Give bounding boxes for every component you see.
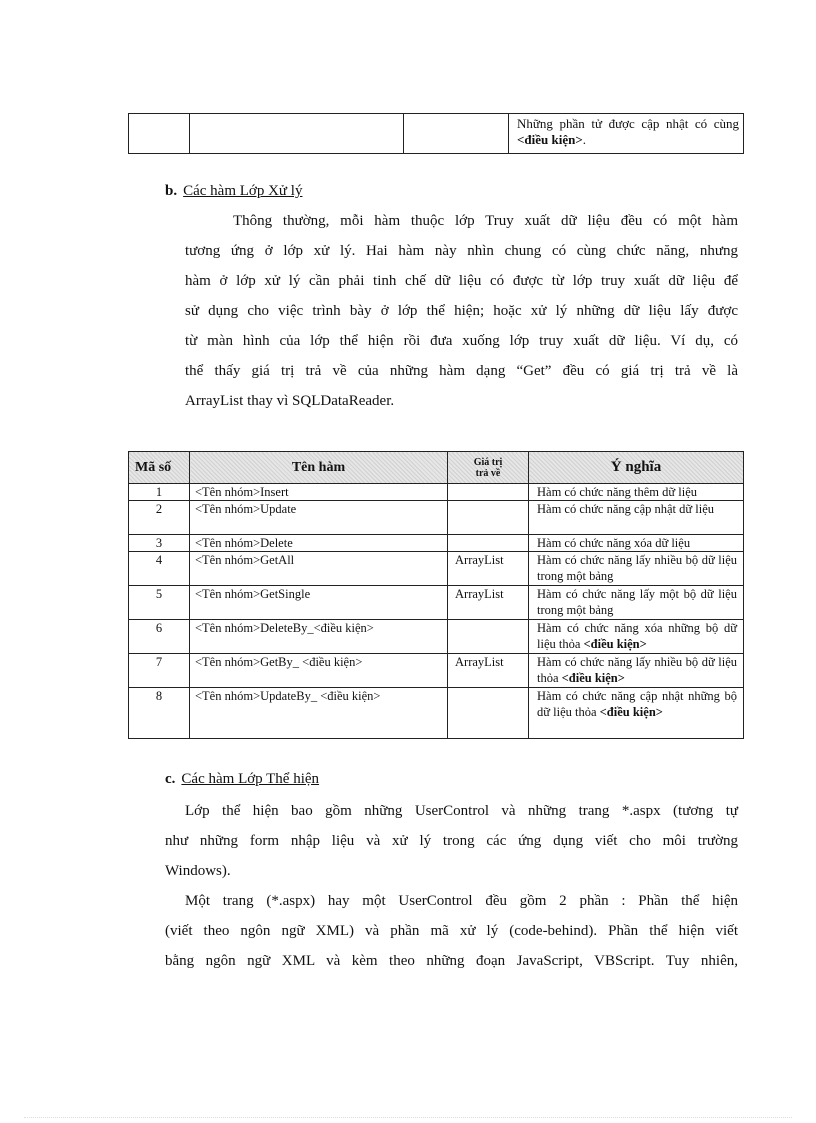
table-row xyxy=(129,654,744,688)
paragraph-line: ArrayList thay vì SQLDataReader. xyxy=(185,393,395,409)
header-name: Tên hàm xyxy=(190,452,448,484)
cell-name: <Tên nhóm>GetBy_ <điều kiện> xyxy=(190,654,448,688)
meaning-text: Hàm có chức năng cập nhật dữ liệu xyxy=(537,502,715,516)
paragraph-line: sử dụng cho việc trình bày ở lớp thể hiện; hoặc xử lý những dữ liệu lấy được xyxy=(185,303,738,319)
cell-meaning xyxy=(529,688,744,739)
meaning-bold: <điều kiện> xyxy=(583,637,647,651)
table-row xyxy=(129,114,744,154)
header-return-line1: Giá trị xyxy=(473,456,503,468)
cell-return: ArrayList xyxy=(448,586,529,620)
cell-return: ArrayList xyxy=(448,654,529,688)
cell-num: 6 xyxy=(129,620,190,654)
cell-name: <Tên nhóm>UpdateBy_ <điều kiện> xyxy=(190,688,448,739)
cell-return xyxy=(448,484,529,501)
cell-num: 3 xyxy=(129,535,190,552)
meaning-text: Hàm có chức năng lấy một bộ dữ liệu trong một bảng xyxy=(537,587,737,617)
cell-num: 1 xyxy=(129,484,190,501)
page-bottom-divider xyxy=(24,1117,792,1118)
cell-name: <Tên nhóm>Insert xyxy=(190,484,448,501)
cell-meaning xyxy=(529,552,744,586)
table-row xyxy=(129,620,744,654)
cell-text: Những phần tử được cập nhật có cùng xyxy=(517,116,739,131)
cell-meaning xyxy=(529,535,744,552)
paragraph-line: bằng ngôn ngữ XML và kèm theo những đoạn JavaScript, VBScript. Tuy nhiên, xyxy=(165,953,738,969)
meaning-bold: <điều kiện> xyxy=(599,705,663,719)
cell-return: ArrayList xyxy=(448,552,529,586)
meaning-text: Hàm có chức năng xóa dữ liệu xyxy=(537,536,691,550)
cell-num: 4 xyxy=(129,552,190,586)
paragraph-line: tương ứng ở lớp xử lý. Hai hàm này nhìn chung có cùng chức năng, nhưng xyxy=(185,243,738,259)
paragraph-line: từ màn hình của lớp thể hiện rồi đưa xuống lớp truy xuất dữ liệu. Ví dụ, có xyxy=(185,333,738,349)
table-cell xyxy=(190,114,404,154)
section-c-heading xyxy=(165,771,319,788)
meaning-text: Hàm có chức năng thêm dữ liệu xyxy=(537,485,698,499)
cell-meaning xyxy=(529,654,744,688)
table-cell xyxy=(129,114,190,154)
section-c-paragraph-1 xyxy=(165,796,738,886)
meaning-text: Hàm có chức năng cập nhật những bộ dữ liệu thỏa xyxy=(537,689,737,719)
paragraph-line: như những form nhập liệu và xử lý trong các ứng dụng viết cho môi trường xyxy=(165,833,738,849)
continued-table xyxy=(128,113,744,154)
section-b-letter: b. xyxy=(165,183,178,199)
functions-table xyxy=(128,451,744,739)
header-return xyxy=(448,452,529,484)
section-b-heading xyxy=(165,183,302,200)
meaning-text: Hàm có chức năng xóa những bộ dữ liệu thỏa xyxy=(537,621,737,651)
table-cell-note xyxy=(509,114,744,154)
cell-num: 5 xyxy=(129,586,190,620)
cell-name: <Tên nhóm>GetSingle xyxy=(190,586,448,620)
table-row xyxy=(129,586,744,620)
section-c-paragraph-2 xyxy=(165,886,738,976)
cell-num: 2 xyxy=(129,501,190,535)
section-b-title: Các hàm Lớp Xử lý xyxy=(183,183,303,199)
section-b-paragraph xyxy=(185,206,738,416)
paragraph-line: Windows). xyxy=(165,863,231,879)
paragraph-line: thể thấy giá trị trả về của những hàm dạng “Get” đều có giá trị trả về là xyxy=(185,363,738,379)
cell-return xyxy=(448,535,529,552)
table-row xyxy=(129,688,744,739)
cell-meaning xyxy=(529,484,744,501)
paragraph-line: (viết theo ngôn ngữ XML) và phần mã xử lý (code-behind). Phần thể hiện viết xyxy=(165,923,738,939)
cell-num: 8 xyxy=(129,688,190,739)
cell-return xyxy=(448,501,529,535)
table-row xyxy=(129,501,744,535)
section-c-title: Các hàm Lớp Thể hiện xyxy=(181,771,320,787)
table-cell xyxy=(404,114,509,154)
cell-num: 7 xyxy=(129,654,190,688)
paragraph-line: Thông thường, mỗi hàm thuộc lớp Truy xuất dữ liệu đều có một hàm xyxy=(233,213,738,229)
cell-meaning xyxy=(529,501,744,535)
cell-return xyxy=(448,620,529,654)
table-row xyxy=(129,552,744,586)
cell-return xyxy=(448,688,529,739)
header-num: Mã số xyxy=(129,452,190,484)
cell-name: <Tên nhóm>Update xyxy=(190,501,448,535)
meaning-bold: <điều kiện> xyxy=(561,671,625,685)
meaning-text: Hàm có chức năng lấy nhiều bộ dữ liệu trong một bảng xyxy=(537,553,737,583)
paragraph-line: Một trang (*.aspx) hay một UserControl đều gồm 2 phần : Phần thể hiện xyxy=(185,893,738,909)
cell-meaning xyxy=(529,586,744,620)
table-row xyxy=(129,535,744,552)
cell-name: <Tên nhóm>DeleteBy_<điều kiện> xyxy=(190,620,448,654)
paragraph-line: hàm ở lớp xử lý cần phải tinh chế dữ liệu có được từ lớp truy xuất dữ liệu để xyxy=(185,273,738,289)
cell-name: <Tên nhóm>GetAll xyxy=(190,552,448,586)
section-c-letter: c. xyxy=(165,771,176,787)
table-row xyxy=(129,484,744,501)
header-return-line2: trả về xyxy=(475,467,501,479)
table-header-row xyxy=(129,452,744,484)
cell-bold-text: <điều kiện> xyxy=(517,132,583,147)
meaning-text: Hàm có chức năng lấy nhiều bộ dữ liệu thỏa xyxy=(537,655,737,685)
paragraph-line: Lớp thể hiện bao gồm những UserControl và những trang *.aspx (tương tự xyxy=(185,803,738,819)
functions-table-body xyxy=(129,484,744,739)
cell-end: . xyxy=(582,132,586,147)
header-meaning: Ý nghĩa xyxy=(529,452,744,484)
cell-name: <Tên nhóm>Delete xyxy=(190,535,448,552)
cell-meaning xyxy=(529,620,744,654)
